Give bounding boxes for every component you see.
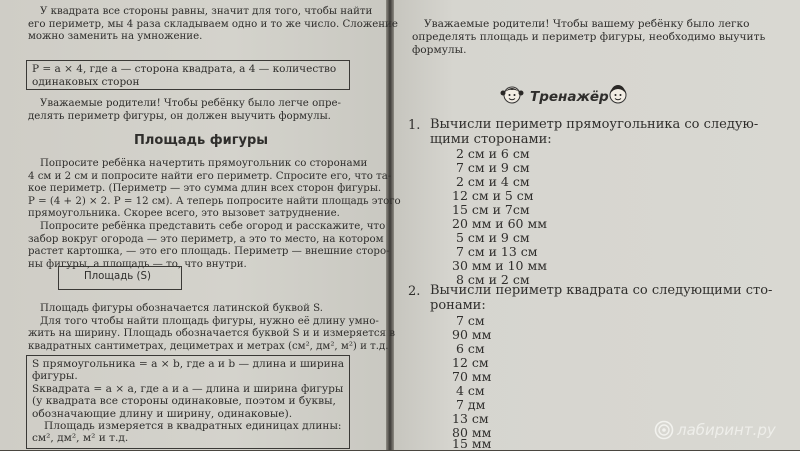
text-line: Попросите ребёнка представить себе огород и расскажите, что bbox=[40, 221, 386, 232]
text-line: одинаковых сторон bbox=[32, 75, 140, 88]
text-line: P = a × 4, где a — сторона квадрата, а 4 — количество bbox=[32, 63, 337, 75]
parents-note-left bbox=[28, 98, 341, 123]
perimeter-formula-text bbox=[32, 63, 336, 88]
text-line: жить на ширину. Площадь обозначается буквой S и и измеряется в bbox=[28, 328, 395, 340]
text-line: обозначающие длину и ширину, одинаковые). bbox=[32, 407, 293, 420]
parents-note-right bbox=[412, 18, 765, 57]
text-line: щими сторонами: bbox=[430, 131, 552, 147]
text-line: Уважаемые родители! Чтобы ребёнку было легче опре- bbox=[40, 98, 341, 109]
text-line: Уважаемые родители! Чтобы вашему ребёнку было легко bbox=[424, 18, 750, 30]
list-item: 7 см и 13 см bbox=[456, 244, 538, 259]
area-diagram-label: Площадь (S) bbox=[84, 271, 151, 282]
list-item: 2 см и 4 см bbox=[456, 174, 530, 189]
list-item: 80 мм bbox=[452, 425, 492, 440]
text-line: кое периметр. (Периметр — это сумма длин всех сторон фигуры. bbox=[28, 183, 382, 195]
list-item: 4 см bbox=[456, 383, 485, 398]
text-line: Для того чтобы найти площадь фигуры, нужно её длину умно- bbox=[40, 315, 379, 327]
text-line: забор вокруг огорода — это периметр, а это то место, на котором bbox=[28, 233, 384, 245]
list-item: 12 см и 5 см bbox=[452, 188, 534, 203]
text-line: Попросите ребёнка начертить прямоугольник со сторонами bbox=[40, 158, 368, 169]
list-item: 15 мм bbox=[452, 436, 492, 451]
list-item: 20 мм и 60 мм bbox=[452, 216, 547, 231]
text-line: см², дм², м² и т.д. bbox=[32, 432, 129, 445]
list-item: 5 см и 9 см bbox=[456, 230, 530, 245]
text-line: У квадрата все стороны равны, значит для того, чтобы найти bbox=[40, 6, 373, 17]
list-item: 2 см и 6 см bbox=[456, 146, 530, 161]
task-number: 1. bbox=[408, 118, 421, 133]
text-line: Sквадрата = a × a, где a и a — длина и ширина фигуры bbox=[32, 382, 344, 395]
area-paragraph-1 bbox=[28, 158, 401, 221]
text-line: ронами: bbox=[430, 297, 486, 313]
text-line: фигуры. bbox=[32, 370, 78, 383]
list-item: 6 см bbox=[456, 341, 485, 356]
section-heading: Площадь фигуры bbox=[134, 133, 269, 148]
text-line: растет картошка, — это его площадь. Периметр — внешние сторо- bbox=[28, 246, 390, 258]
text-line: определять площадь и периметр фигуры, необходимо выучить bbox=[412, 31, 766, 43]
list-item: 90 мм bbox=[452, 327, 492, 342]
list-item: 12 см bbox=[452, 355, 489, 370]
list-item: 8 см и 2 см bbox=[456, 272, 530, 287]
text-line: Вычисли периметр квадрата со следующими сто- bbox=[430, 283, 773, 298]
list-item: 30 мм и 10 мм bbox=[452, 258, 547, 273]
list-item: 7 см bbox=[456, 313, 485, 328]
list-item: 70 мм bbox=[452, 369, 492, 384]
text-line: прямоугольника. Скорее всего, это вызовет затруднение. bbox=[28, 208, 340, 220]
intro-paragraph bbox=[28, 6, 398, 44]
text-line: P = (4 + 2) × 2. P = 12 см). А теперь попросите найти площадь этого bbox=[28, 195, 401, 207]
list-item: 13 см bbox=[452, 411, 489, 426]
list-item: 7 дм bbox=[456, 397, 486, 412]
text-line: ны фигуры, а площадь — то, что внутри. bbox=[28, 258, 247, 270]
task-number: 2. bbox=[408, 284, 421, 299]
trainer-title: Тренажёр bbox=[530, 89, 609, 105]
area-paragraph-2 bbox=[28, 221, 390, 271]
list-item: 15 см и 7см bbox=[452, 202, 530, 217]
task-2-text bbox=[430, 284, 772, 313]
area-formula-text bbox=[32, 358, 344, 445]
text-line: Площадь фигуры обозначается латинской буквой S. bbox=[40, 303, 323, 314]
list-item: 7 см и 9 см bbox=[456, 160, 530, 175]
area-paragraph-3 bbox=[28, 303, 395, 353]
kid-face-icon bbox=[500, 82, 524, 106]
text-line: (у квадрата все стороны одинаковые, поэтом и буквы, bbox=[32, 395, 336, 408]
text-line: 4 см и 2 см и попросите найти его периметр. Спросите его, что та- bbox=[28, 170, 392, 182]
text-line: S прямоугольника = a × b, где a и b — длина и ширина bbox=[32, 358, 345, 370]
kid-face-icon bbox=[606, 82, 630, 106]
task-1-text bbox=[430, 118, 758, 147]
text-line: Площадь измеряется в квадратных единицах длины: bbox=[44, 420, 342, 433]
text-line: делять периметр фигуры, он должен выучить формулы. bbox=[28, 110, 331, 122]
text-line: формулы. bbox=[412, 44, 467, 56]
labirint-logo-icon bbox=[654, 420, 674, 440]
watermark: лабиринт.ру bbox=[677, 421, 776, 439]
text-line: его периметр, мы 4 раза складываем одно и то же число. Сложение bbox=[28, 18, 398, 30]
text-line: можно заменить на умножение. bbox=[28, 31, 203, 43]
text-line: квадратных сантиметрах, дециметрах и метрах (см², дм², м²) и т.д. bbox=[28, 340, 389, 352]
text-line: Вычисли периметр прямоугольника со следую- bbox=[430, 117, 759, 132]
